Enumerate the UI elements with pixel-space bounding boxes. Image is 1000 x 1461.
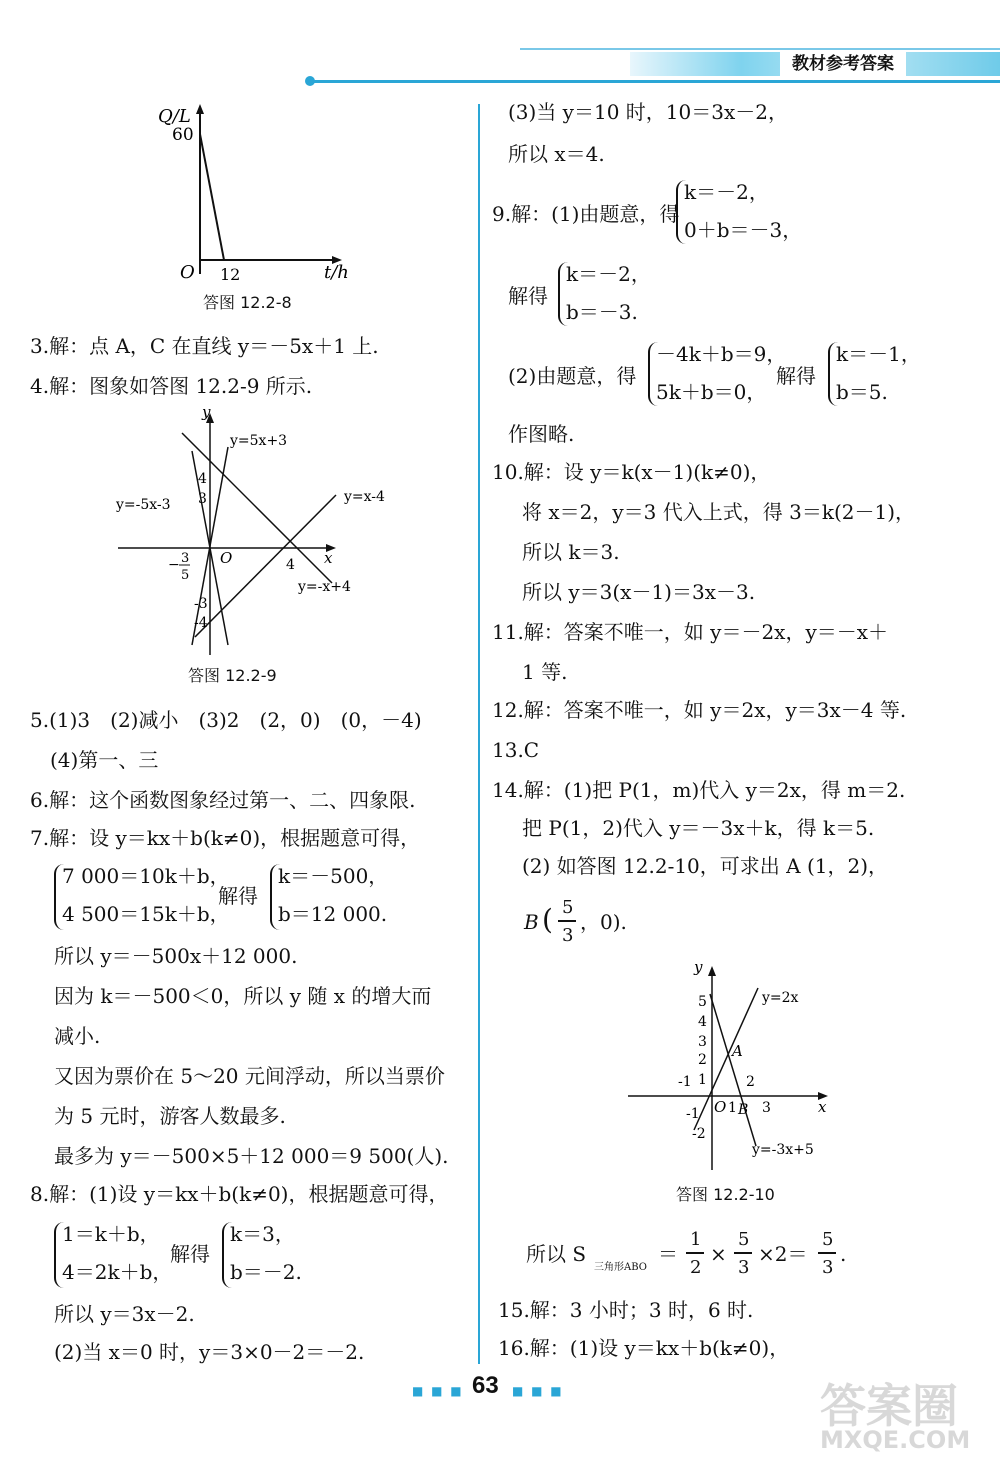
q7-line4: 减小. — [54, 1024, 101, 1048]
tick-y-neg4: -4 — [194, 615, 208, 631]
q14-area-subscript: 三角形ABO — [594, 1262, 647, 1273]
q14-line1: 14.解：(1)把 P(1，m)代入 y＝2x，得 m＝2. — [492, 778, 906, 802]
tick-y-neg1: -1 — [686, 1106, 700, 1122]
q14-lparen: ( — [542, 903, 553, 936]
q9-eq2: 0＋b＝－3， — [684, 218, 803, 242]
q9-part2: (2)由题意，得 — [508, 364, 637, 388]
tick-frac-num: 3 — [181, 551, 190, 566]
q14-area-end: . — [840, 1242, 847, 1266]
origin-label: O — [180, 262, 195, 283]
x-label: x — [324, 549, 333, 567]
q14-area-times1: × — [710, 1242, 727, 1266]
q14-area-start: 所以 S — [526, 1242, 587, 1266]
q7-res1: k＝－500， — [278, 864, 389, 888]
tick-60: 60 — [172, 125, 194, 145]
r-line1: (3)当 y＝10 时，10＝3x－2， — [508, 100, 788, 124]
label-y-neg3x-plus-5: y=-3x+5 — [752, 1142, 814, 1158]
q14-line3: (2) 如答图 12.2-10，可求出 A (1，2)， — [522, 854, 888, 878]
label-y-2x: y=2x — [762, 990, 799, 1006]
caption-12-2-10: 答图 12.2-10 — [676, 1185, 775, 1204]
q9b-eq2: 5k＋b＝0， — [656, 380, 767, 404]
q7-res2: b＝12 000. — [278, 902, 388, 926]
q9-line3: 作图略. — [508, 422, 575, 446]
frac3-den: 3 — [822, 1257, 834, 1278]
q8-line1: 8.解：(1)设 y＝kx＋b(k≠0)，根据题意可得， — [30, 1182, 449, 1206]
tick-12: 12 — [220, 265, 241, 284]
label-y-5x-plus-3: y=5x+3 — [230, 433, 288, 449]
q4: 4.解：图象如答图 12.2-9 所示. — [30, 374, 313, 398]
q7-line1: 7.解：设 y＝kx＋b(k≠0)，根据题意可得， — [30, 826, 421, 850]
q7-eq1: 7 000＝10k＋b， — [62, 864, 230, 888]
q7-solve-word: 解得 — [218, 884, 258, 908]
q7-line2: 所以 y＝－500x＋12 000. — [54, 944, 298, 968]
tick-y-4: 4 — [698, 1014, 707, 1030]
tick-y-neg3: -3 — [194, 596, 208, 612]
q7-line7: 最多为 y＝－500×5＋12 000＝9 500(人). — [54, 1144, 449, 1168]
q9b-res1: k＝－1， — [836, 342, 921, 366]
figure-12-2-9 — [110, 405, 410, 665]
tick-x-2: 2 — [746, 1074, 755, 1090]
q8-eq2: 4＝2k＋b， — [62, 1260, 173, 1284]
q14-area-times2: ×2＝ — [758, 1242, 808, 1266]
tick-frac-den: 5 — [181, 568, 190, 583]
q10-line3: 所以 k＝3. — [522, 540, 620, 564]
q11-line1: 11.解：答案不唯一，如 y＝－2x，y＝－x＋ — [492, 620, 889, 644]
x-axis-label: t/h — [324, 262, 349, 283]
point-A: A — [732, 1042, 743, 1060]
tick-x-4: 4 — [286, 557, 295, 573]
q9-solve-word: 解得 — [508, 284, 548, 308]
frac1-den: 2 — [690, 1257, 702, 1278]
tick-y-5: 5 — [698, 994, 707, 1010]
q9b-eq1: －4k＋b＝9， — [656, 342, 787, 366]
q9b-solve-word: 解得 — [776, 364, 816, 388]
label-y-neg-x-plus-4: y=-x+4 — [298, 579, 351, 595]
q8-solve-word: 解得 — [170, 1242, 210, 1266]
y-axis-arrow — [196, 104, 204, 114]
caption-12-2-8: 答图 12.2-8 — [203, 293, 292, 312]
q14-frac-num: 5 — [562, 897, 574, 918]
q11-line2: 1 等. — [522, 660, 568, 684]
q14-frac-den: 3 — [562, 925, 574, 946]
q14-B-rest: ，0). — [580, 910, 627, 934]
q8-line3: (2)当 x＝0 时，y＝3×0－2＝－2. — [54, 1340, 365, 1364]
tick-y-1: 1 — [698, 1072, 707, 1088]
r-line2: 所以 x＝4. — [508, 142, 605, 166]
header-top-rule — [520, 48, 1000, 50]
tick-y-2: 2 — [698, 1052, 707, 1068]
q5-line2: (4)第一、三 — [50, 748, 159, 772]
figure-12-2-10 — [622, 958, 842, 1174]
q14-line2: 把 P(1，2)代入 y＝－3x＋k，得 k＝5. — [522, 816, 875, 840]
watermark-url: MXQE.COM — [820, 1426, 971, 1454]
q8-res1: k＝3， — [230, 1222, 295, 1246]
tick-y-3: 3 — [198, 491, 207, 507]
label-y-x-minus-4: y=x-4 — [344, 489, 385, 505]
q9-res1: k＝－2， — [566, 262, 651, 286]
q7-eq2: 4 500＝15k＋b， — [62, 902, 230, 926]
label-y-neg5x-minus-3: y=-5x-3 — [116, 497, 171, 513]
frac2-den: 3 — [738, 1257, 750, 1278]
y-axis-arrow — [708, 966, 716, 976]
column-divider — [478, 104, 480, 1364]
q7-line3: 因为 k＝－500＜0，所以 y 随 x 的增大而 — [54, 984, 432, 1008]
y-axis-label: Q/L — [158, 106, 191, 127]
frac2-num: 5 — [738, 1229, 750, 1250]
q9-line1: 9.解：(1)由题意，得 — [492, 202, 680, 226]
q8-line2: 所以 y＝3x－2. — [54, 1302, 195, 1326]
q12: 12.解：答案不唯一，如 y＝2x，y＝3x－4 等. — [492, 698, 907, 722]
page-number-dots-right: ■ ■ ■ — [512, 1384, 564, 1398]
q6: 6.解：这个函数图象经过第一、二、四象限. — [30, 788, 416, 812]
q7-line5: 又因为票价在 5～20 元间浮动，所以当票价 — [54, 1064, 445, 1088]
point-B: B — [738, 1102, 749, 1118]
q5-line1: 5.(1)3 (2)减小 (3)2 (2，0) (0，－4) — [30, 708, 422, 732]
q10-line2: 将 x＝2，y＝3 代入上式，得 3＝k(2－1)， — [522, 500, 915, 524]
origin-label: O — [220, 549, 233, 567]
figure-12-2-8 — [150, 98, 380, 288]
graph-line — [200, 134, 224, 260]
tick-x-1: 1 — [728, 1100, 737, 1116]
tick-y-3: 3 — [698, 1034, 707, 1050]
q9-res2: b＝－3. — [566, 300, 638, 324]
origin-label: O — [714, 1098, 727, 1116]
y-label: y — [202, 405, 211, 421]
tick-y-4: 4 — [198, 471, 207, 487]
q10-line4: 所以 y＝3(x－1)＝3x－3. — [522, 580, 756, 604]
tick-x-3: 3 — [762, 1100, 771, 1116]
frac1-num: 1 — [690, 1229, 702, 1250]
tick-minus-sign: − — [168, 557, 180, 573]
page-number: 63 — [472, 1372, 499, 1399]
line-y-neg3x-plus-5 — [710, 994, 756, 1146]
caption-12-2-9: 答图 12.2-9 — [188, 666, 277, 685]
tick-y-neg2: -2 — [692, 1126, 706, 1142]
header-rule — [310, 80, 1000, 83]
q7-line6: 为 5 元时，游客人数最多. — [54, 1104, 286, 1128]
q15: 15.解：3 小时；3 时，6 时. — [498, 1298, 754, 1322]
q16: 16.解：(1)设 y＝kx＋b(k≠0)， — [498, 1336, 790, 1360]
x-label: x — [818, 1098, 827, 1116]
y-label: y — [694, 958, 703, 976]
tick-x-neg1: -1 — [678, 1074, 692, 1090]
q14-area-eq: ＝ — [658, 1242, 678, 1266]
page-number-dots-left: ■ ■ ■ — [412, 1384, 464, 1398]
q8-res2: b＝－2. — [230, 1260, 302, 1284]
q10-line1: 10.解：设 y＝k(x－1)(k≠0)， — [492, 460, 771, 484]
q9-eq1: k＝－2， — [684, 180, 769, 204]
header-title: 教材参考答案 — [780, 52, 906, 76]
frac3-num: 5 — [822, 1229, 834, 1250]
q8-eq1: 1＝k＋b， — [62, 1222, 160, 1246]
line-y-neg-x-plus-4 — [182, 433, 332, 583]
q14-B: B — [524, 910, 539, 934]
watermark-logo: 答案圈 — [820, 1379, 958, 1433]
q13: 13.C — [492, 738, 540, 762]
q3: 3.解：点 A，C 在直线 y＝－5x＋1 上. — [30, 334, 379, 358]
q9b-res2: b＝5. — [836, 380, 888, 404]
